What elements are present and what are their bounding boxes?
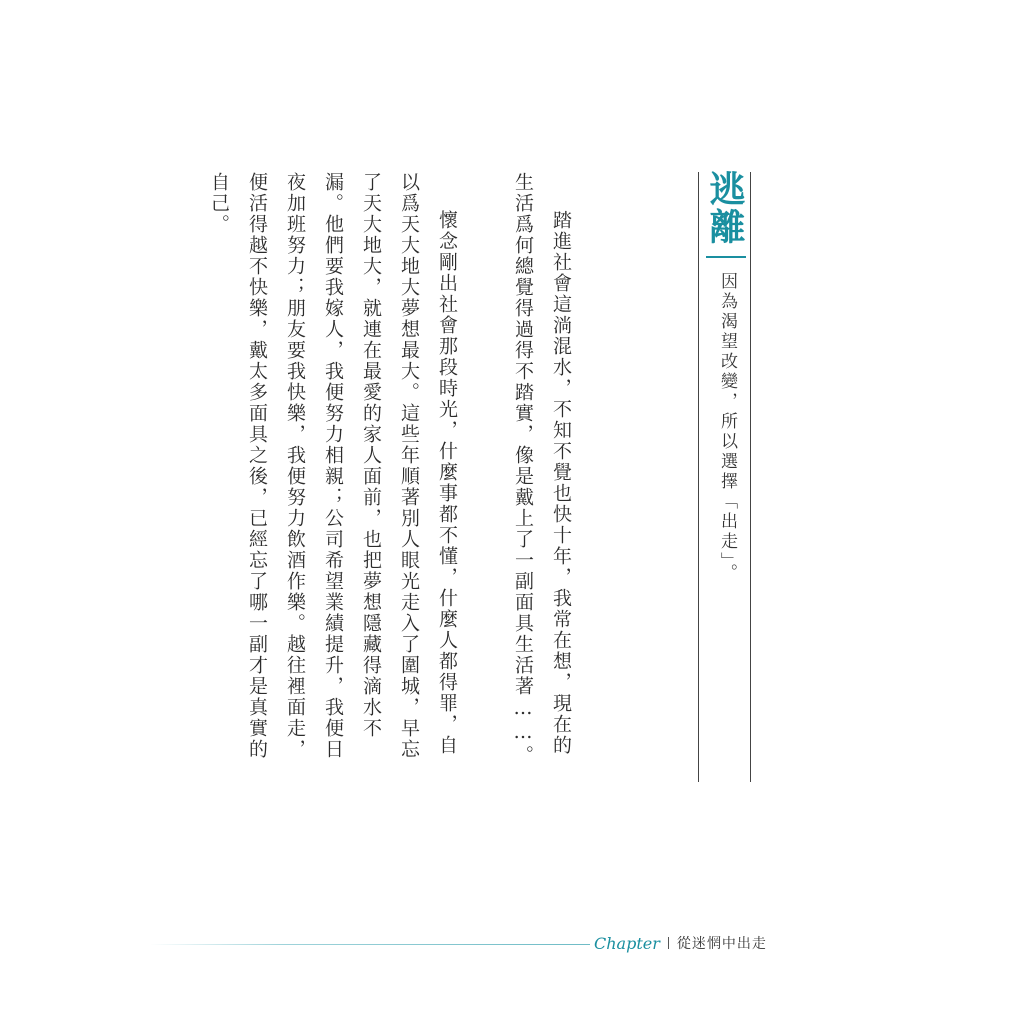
section-title: 逃離 <box>704 170 746 246</box>
paragraph-2: 懷念剛出社會那段時光，什麼事都不懂，什麼人都得罪，自以爲天大地大夢想最大。這些年順著別人眼光走入了圍城，早忘了天大地大，就連在最愛的家人面前，也把夢想隱藏得滴水不漏。他們要我嫁人，我便努力相親；公司希望業績提升，我便日夜加班努力；朋友要我快樂，我便努力飲酒作樂。越往裡面走，便活得越不快樂，戴太多面具之後，已經忘了哪一副才是真實的自己。 <box>208 172 458 760</box>
chapter-title: 從迷惘中出走 <box>676 936 767 952</box>
body-text <box>208 172 580 772</box>
footer-separator <box>668 937 669 949</box>
chapter-label: Chapter <box>594 933 660 953</box>
running-footer <box>594 931 767 955</box>
title-underline <box>706 256 746 258</box>
paragraph-1: 踏進社會這淌混水，不知不覺也快十年，我常在想，現在的生活爲何總覺得過得不踏實，像是戴上了一副面具生活著……。 <box>512 172 572 766</box>
footer-rule <box>150 944 590 945</box>
heading-left-rule <box>698 172 699 782</box>
heading-right-rule <box>750 172 751 782</box>
section-subtitle: 因為渴望改變，所以選擇「出走」。 <box>717 272 737 584</box>
